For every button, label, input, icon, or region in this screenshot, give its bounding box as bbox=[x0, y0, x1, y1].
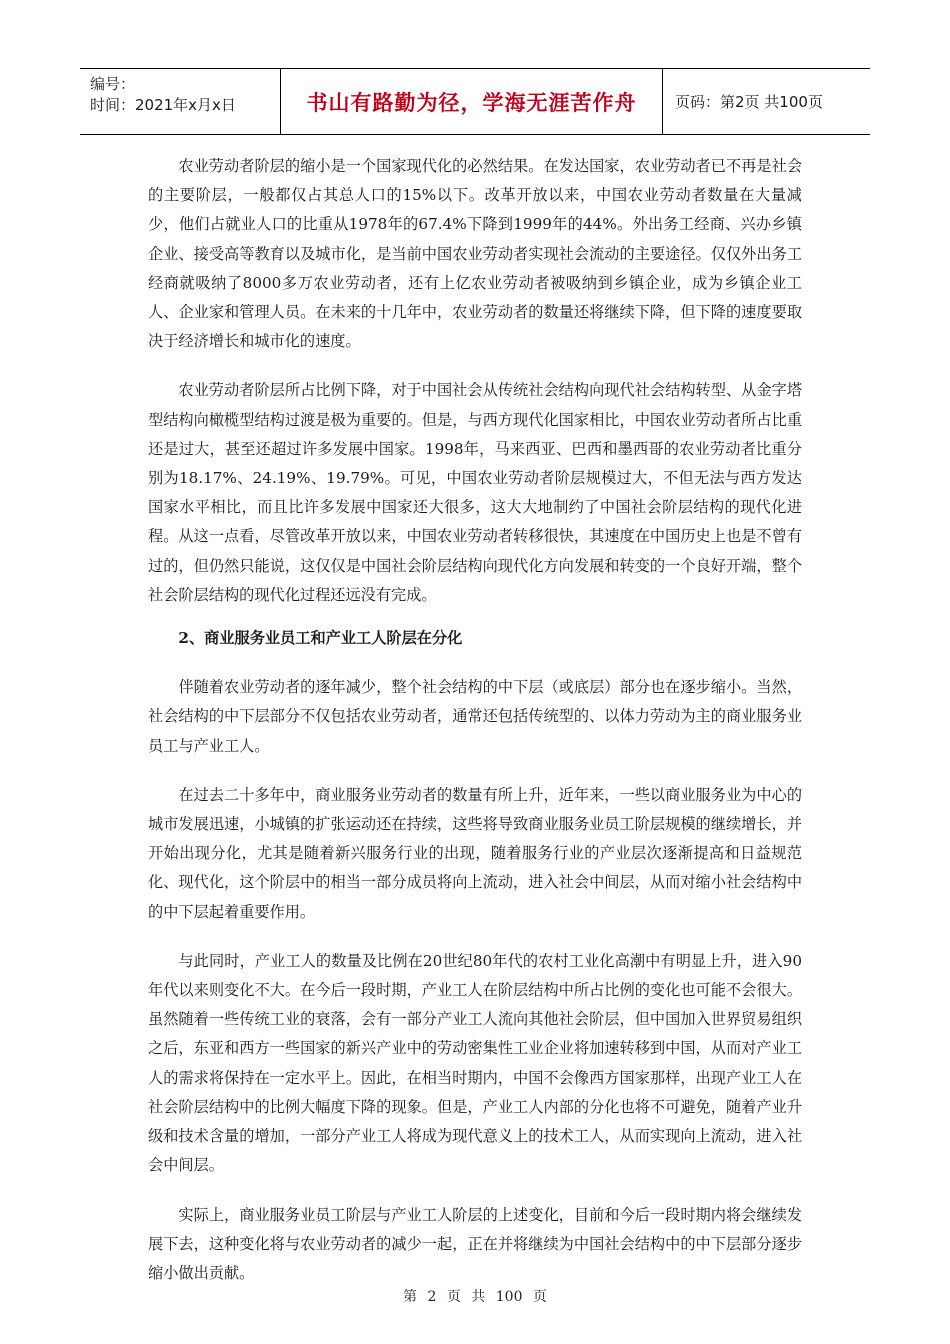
header-meta bbox=[80, 69, 281, 134]
paragraph-2: 农业劳动者阶层所占比例下降，对于中国社会从传统社会结构向现代社会结构转型、从金字塔型结构向橄榄型结构过渡是极为重要的。但是，与西方现代化国家相比，中国农业劳动者所占比重还是过大，甚至还超过许多发展中国家。1998年，马来西亚、巴西和墨西哥的农业劳动者比重分别为18.17%、24.19%、19.79%。可见，中国农业劳动者阶层规模过大，不但无法与西方发达国家水平相比，而且比许多发展中国家还大很多，这大大地制约了中国社会阶层结构的现代化进程。从这一点看，尽管改革开放以来，中国农业劳动者转移很快，其速度在中国历史上也是不曾有过的，但仍然只能说，这仅仅是中国社会阶层结构向现代化方向发展和转变的一个良好开端，整个社会阶层结构的现代化过程还远没有完成。 bbox=[148, 381, 802, 604]
paragraph-1: 农业劳动者阶层的缩小是一个国家现代化的必然结果。在发达国家，农业劳动者已不再是社会的主要阶层，一般都仅占其总人口的15%以下。改革开放以来，中国农业劳动者数量在大量减少，他们占就业人口的比重从1978年的67.4%下降到1999年的44%。外出务工经商、兴办乡镇企业、接受高等教育以及城市化，是当前中国农业劳动者实现社会流动的主要途径。仅仅外出务工经商就吸纳了8000多万农业劳动者，还有上亿农业劳动者被吸纳到乡镇企业，成为乡镇企业工人、企业家和管理人员。在未来的十几年中，农业劳动者的数量还将继续下降，但下降的速度要取决于经济增长和城市化的速度。 bbox=[148, 157, 802, 351]
paragraph-4: 在过去二十多年中，商业服务业劳动者的数量有所上升，近年来，一些以商业服务业为中心的城市发展迅速，小城镇的扩张运动还在持续，这些将导致商业服务业员工阶层规模的继续增长，并开始出现分化，尤其是随着新兴服务行业的出现，随着服务行业的产业层次逐渐提高和日益规范化、现代化，这个阶层中的相当一部分成员将向上流动，进入社会中间层，从而对缩小社会结构中的中下层起着重要作用。 bbox=[148, 785, 802, 921]
paragraph-6: 实际上，商业服务业员工阶层与产业工人阶层的上述变化，目前和今后一段时期内将会继续发展下去，这种变化将与农业劳动者的减少一起，正在并将继续为中国社会结构中的中下层部分逐步缩小做出贡献。 bbox=[148, 1205, 802, 1282]
header-motto: 书山有路勤为径，学海无涯苦作舟 bbox=[281, 69, 663, 134]
document-body bbox=[148, 152, 802, 1288]
document-date: 时间：2021年x月x日 bbox=[90, 96, 236, 114]
paragraph-3: 伴随着农业劳动者的逐年减少，整个社会结构的中下层（或底层）部分也在逐步缩小。当然，社会结构的中下层部分不仅包括农业劳动者，通常还包括传统型的、以体力劳动为主的商业服务业员工与产业工人。 bbox=[148, 678, 802, 755]
paragraph-5: 与此同时，产业工人的数量及比例在20世纪80年代的农村工业化高潮中有明显上升，进入90年代以来则变化不大。在今后一段时期，产业工人在阶层结构中所占比例的变化也可能不会很大。虽然随着一些传统工业的衰落，会有一部分产业工人流向其他社会阶层，但中国加入世界贸易组织之后，东亚和西方一些国家的新兴产业中的劳动密集性工业企业将加速转移到中国，从而对产业工人的需求将保持在一定水平上。因此，在相当时期内，中国不会像西方国家那样，出现产业工人在社会阶层结构中的比例大幅度下降的现象。但是，产业工人内部的分化也将不可避免，随着产业升级和技术含量的增加，一部分产业工人将成为现代意义上的技术工人，从而实现向上流动，进入社会中间层。 bbox=[148, 951, 802, 1175]
header-page-info: 页码：第2页 共100页 bbox=[675, 93, 823, 111]
section-heading: 2、商业服务业员工和产业工人阶层在分化 bbox=[178, 629, 463, 648]
page-footer: 第 2 页 共 100 页 bbox=[403, 1289, 547, 1305]
page-header bbox=[80, 68, 870, 135]
document-number-label: 编号： bbox=[90, 75, 136, 93]
